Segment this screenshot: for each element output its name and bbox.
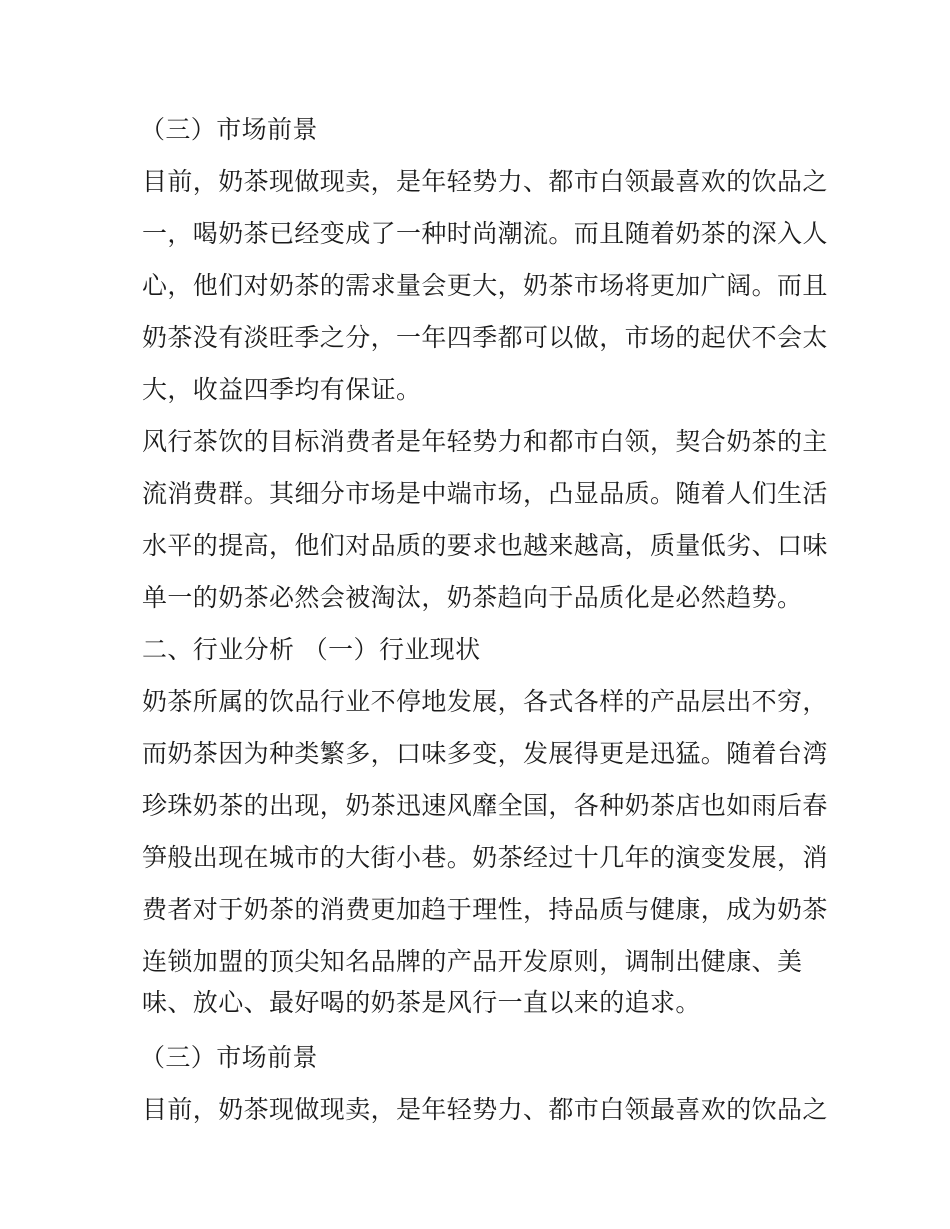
paragraph-line: 珍珠奶茶的出现，奶茶迅速风靡全国，各种奶茶店也如雨后春 — [142, 791, 828, 820]
paragraph-line: 大，收益四季均有保证。 — [142, 375, 422, 404]
paragraph-line: 奶茶没有淡旺季之分，一年四季都可以做，市场的起伏不会太 — [142, 323, 828, 352]
paragraph-line: 一，喝奶茶已经变成了一种时尚潮流。而且随着奶茶的深入人 — [142, 219, 828, 248]
paragraph-line: 笋般出现在城市的大街小巷。奶茶经过十几年的演变发展，消 — [142, 843, 828, 872]
paragraph-line: 费者对于奶茶的消费更加趋于理性，持品质与健康，成为奶茶 — [142, 895, 828, 924]
paragraph-line: 味、放心、最好喝的奶茶是风行一直以来的追求。 — [142, 988, 701, 1017]
paragraph-line: 风行茶饮的目标消费者是年轻势力和都市白领，契合奶茶的主 — [142, 427, 828, 456]
paragraph-line: 目前，奶茶现做现卖，是年轻势力、都市白领最喜欢的饮品之 — [142, 1095, 828, 1124]
paragraph-line: 水平的提高，他们对品质的要求也越来越高，质量低劣、口味 — [142, 531, 828, 560]
paragraph-line: 而奶茶因为种类繁多，口味多变，发展得更是迅猛。随着台湾 — [142, 739, 828, 768]
paragraph-line: 流消费群。其细分市场是中端市场，凸显品质。随着人们生活 — [142, 479, 828, 508]
section-heading-industry-analysis: 二、行业分析 （一）行业现状 — [142, 635, 481, 664]
section-heading-market-outlook-repeat: （三）市场前景 — [140, 1043, 318, 1072]
paragraph-line: 奶茶所属的饮品行业不停地发展，各式各样的产品层出不穷， — [142, 687, 828, 716]
paragraph-line: 单一的奶茶必然会被淘汰，奶茶趋向于品质化是必然趋势。 — [142, 583, 803, 612]
paragraph-line: 目前，奶茶现做现卖，是年轻势力、都市白领最喜欢的饮品之 — [142, 167, 828, 196]
section-heading-market-outlook: （三）市场前景 — [140, 115, 318, 144]
paragraph-line: 心，他们对奶茶的需求量会更大，奶茶市场将更加广阔。而且 — [142, 271, 828, 300]
paragraph-line: 连锁加盟的顶尖知名品牌的产品开发原则，调制出健康、美 — [142, 947, 803, 976]
